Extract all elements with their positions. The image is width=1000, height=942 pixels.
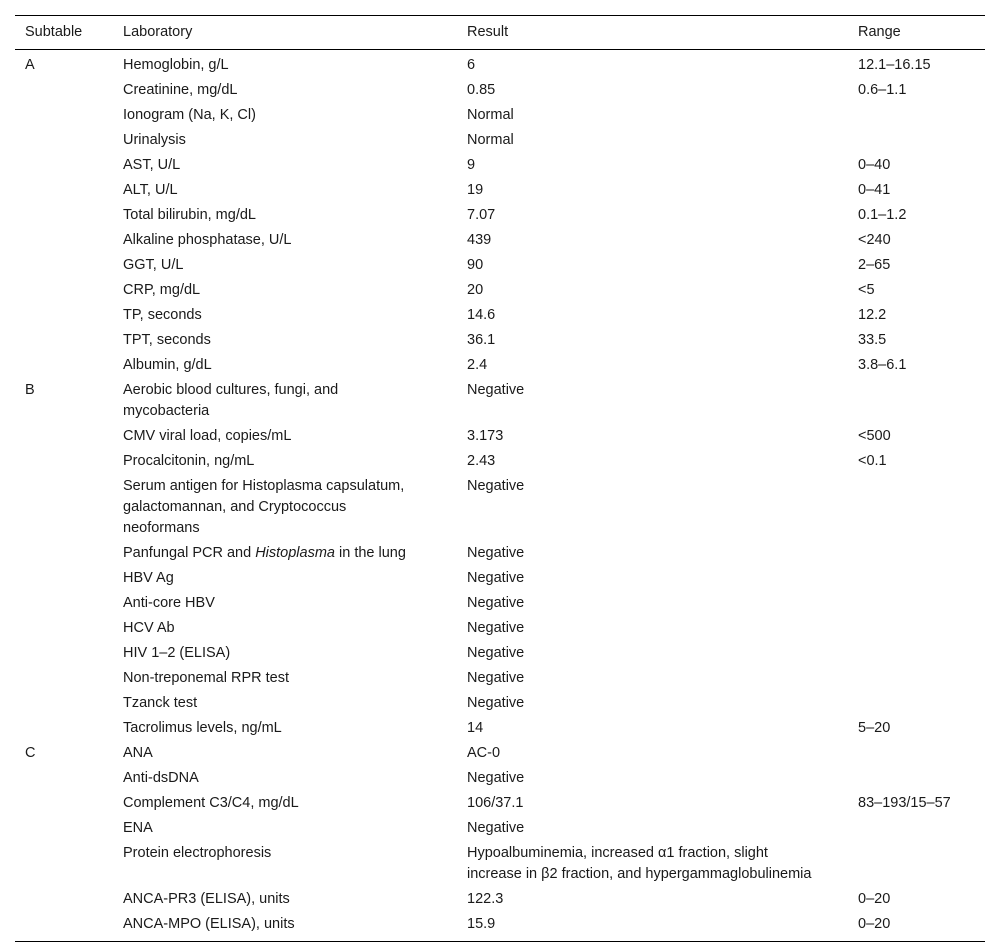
cell-result: Negative <box>467 595 525 611</box>
cell-subtable <box>15 153 113 178</box>
cell-result: Negative <box>467 478 525 494</box>
cell-laboratory: Albumin, g/dL <box>123 357 212 373</box>
cell-result: Normal <box>467 107 514 123</box>
cell-laboratory: CRP, mg/dL <box>123 282 201 298</box>
cell-range: 0.6–1.1 <box>858 82 907 98</box>
cell-result: 9 <box>467 157 476 173</box>
header-laboratory: Laboratory <box>113 16 457 50</box>
table-row <box>15 616 985 641</box>
table-row <box>15 474 985 541</box>
cell-subtable <box>15 328 113 353</box>
cell-range: 0–40 <box>858 157 891 173</box>
cell-subtable <box>15 203 113 228</box>
cell-range: 83–193/15–57 <box>858 795 951 811</box>
table-row <box>15 666 985 691</box>
table-row <box>15 766 985 791</box>
cell-subtable <box>15 303 113 328</box>
cell-range: 2–65 <box>858 257 891 273</box>
table-row <box>15 328 985 353</box>
cell-laboratory: HBV Ag <box>123 570 174 586</box>
table-row <box>15 153 985 178</box>
cell-result: 20 <box>467 282 484 298</box>
cell-range: 12.1–16.15 <box>858 57 931 73</box>
table-row <box>15 378 985 424</box>
cell-range <box>848 591 985 616</box>
cell-laboratory: Protein electrophoresis <box>123 845 272 861</box>
cell-laboratory: Ionogram (Na, K, Cl) <box>123 107 256 123</box>
cell-range <box>848 616 985 641</box>
cell-laboratory: Total bilirubin, mg/dL <box>123 207 256 223</box>
table-row <box>15 566 985 591</box>
table-row <box>15 253 985 278</box>
cell-laboratory: Aerobic blood cultures, fungi, and mycobacteria <box>123 382 339 419</box>
cell-laboratory <box>113 541 457 566</box>
cell-laboratory: Procalcitonin, ng/mL <box>123 453 255 469</box>
cell-range <box>848 691 985 716</box>
cell-laboratory: GGT, U/L <box>123 257 184 273</box>
cell-result: 3.173 <box>467 428 504 444</box>
cell-result: Hypoalbuminemia, increased α1 fraction, slight increase in β2 fraction, and hypergammaglobulinemia <box>467 845 812 882</box>
cell-laboratory: Tzanck test <box>123 695 198 711</box>
cell-laboratory: Tacrolimus levels, ng/mL <box>123 720 282 736</box>
table-row <box>15 741 985 766</box>
cell-subtable <box>15 887 113 912</box>
cell-subtable <box>15 691 113 716</box>
cell-laboratory: Urinalysis <box>123 132 186 148</box>
cell-result: Negative <box>467 645 525 661</box>
cell-range <box>848 541 985 566</box>
cell-range <box>848 641 985 666</box>
cell-result: Negative <box>467 695 525 711</box>
cell-subtable <box>15 666 113 691</box>
cell-range: 33.5 <box>858 332 887 348</box>
cell-range <box>848 666 985 691</box>
cell-range <box>848 474 985 541</box>
table-row <box>15 278 985 303</box>
cell-laboratory: CMV viral load, copies/mL <box>123 428 292 444</box>
header-result: Result <box>457 16 848 50</box>
cell-laboratory: TP, seconds <box>123 307 202 323</box>
cell-range: <240 <box>858 232 891 248</box>
cell-result: 0.85 <box>467 82 496 98</box>
cell-subtable <box>15 178 113 203</box>
table-row <box>15 303 985 328</box>
cell-subtable <box>15 228 113 253</box>
cell-laboratory: ANA <box>123 745 153 761</box>
cell-subtable <box>15 912 113 942</box>
header-range: Range <box>848 16 985 50</box>
cell-subtable <box>15 78 113 103</box>
cell-subtable: A <box>25 57 35 73</box>
table-row <box>15 716 985 741</box>
cell-range <box>848 566 985 591</box>
lab-results-table <box>15 15 985 942</box>
cell-range: 0–41 <box>858 182 891 198</box>
cell-result: Negative <box>467 545 525 561</box>
cell-range: <0.1 <box>858 453 887 469</box>
cell-subtable <box>15 766 113 791</box>
cell-result: AC-0 <box>467 745 501 761</box>
table-row <box>15 816 985 841</box>
table-body <box>15 50 985 942</box>
table-row <box>15 128 985 153</box>
cell-laboratory: Anti-dsDNA <box>123 770 199 786</box>
cell-result: 106/37.1 <box>467 795 524 811</box>
cell-subtable <box>15 591 113 616</box>
cell-subtable <box>15 424 113 449</box>
cell-subtable <box>15 128 113 153</box>
cell-range <box>848 841 985 887</box>
table-row <box>15 841 985 887</box>
table-row <box>15 203 985 228</box>
cell-result: 14.6 <box>467 307 496 323</box>
cell-subtable <box>15 353 113 378</box>
table-row <box>15 353 985 378</box>
laboratory-text: Panfungal PCR and <box>123 545 256 561</box>
cell-laboratory: Anti-core HBV <box>123 595 215 611</box>
cell-laboratory: ALT, U/L <box>123 182 178 198</box>
cell-subtable <box>15 841 113 887</box>
cell-subtable <box>15 278 113 303</box>
cell-range: 3.8–6.1 <box>858 357 907 373</box>
cell-subtable: B <box>25 382 35 398</box>
cell-range <box>848 128 985 153</box>
cell-subtable: C <box>25 745 36 761</box>
table-row <box>15 541 985 566</box>
table-row <box>15 103 985 128</box>
cell-range: 0–20 <box>848 912 985 942</box>
cell-subtable <box>15 449 113 474</box>
cell-laboratory: ENA <box>123 820 153 836</box>
laboratory-text: in the lung <box>334 545 406 561</box>
table-row <box>15 178 985 203</box>
cell-result: 2.4 <box>467 357 488 373</box>
cell-result: 2.43 <box>467 453 496 469</box>
cell-result: 19 <box>467 182 484 198</box>
cell-range <box>848 103 985 128</box>
cell-range: 0–20 <box>858 891 891 907</box>
table-row <box>15 691 985 716</box>
cell-subtable <box>15 616 113 641</box>
cell-subtable <box>15 716 113 741</box>
laboratory-italic-text: Histoplasma <box>255 545 335 561</box>
cell-range: 12.2 <box>858 307 887 323</box>
table-row <box>15 78 985 103</box>
table-row <box>15 424 985 449</box>
table-row <box>15 887 985 912</box>
table-row <box>15 912 985 942</box>
header-row <box>15 16 985 50</box>
cell-subtable <box>15 566 113 591</box>
table-row <box>15 228 985 253</box>
cell-range <box>848 378 985 424</box>
table-row <box>15 791 985 816</box>
cell-laboratory: ANCA-MPO (ELISA), units <box>113 912 457 942</box>
cell-result: Negative <box>467 620 525 636</box>
table-row <box>15 50 985 79</box>
cell-laboratory: Complement C3/C4, mg/dL <box>123 795 299 811</box>
cell-result: Negative <box>467 820 525 836</box>
cell-result: Negative <box>467 770 525 786</box>
cell-result: 15.9 <box>457 912 848 942</box>
table-row <box>15 641 985 666</box>
cell-result: 6 <box>467 57 476 73</box>
cell-range: 0.1–1.2 <box>858 207 907 223</box>
cell-range: 5–20 <box>858 720 891 736</box>
cell-result: 439 <box>467 232 492 248</box>
cell-subtable <box>15 474 113 541</box>
table-row <box>15 449 985 474</box>
lab-results-table-container <box>15 15 985 942</box>
cell-range <box>848 816 985 841</box>
cell-range <box>848 741 985 766</box>
cell-result: Negative <box>467 670 525 686</box>
cell-subtable <box>15 253 113 278</box>
cell-result: Negative <box>467 382 525 398</box>
cell-laboratory: Non-treponemal RPR test <box>123 670 290 686</box>
cell-laboratory: TPT, seconds <box>123 332 211 348</box>
header-subtable: Subtable <box>15 16 113 50</box>
cell-result: 7.07 <box>467 207 496 223</box>
cell-laboratory: ANCA-PR3 (ELISA), units <box>123 891 290 907</box>
cell-laboratory: Hemoglobin, g/L <box>123 57 229 73</box>
cell-range: <5 <box>858 282 875 298</box>
cell-laboratory: Creatinine, mg/dL <box>123 82 238 98</box>
table-header <box>15 16 985 50</box>
cell-subtable <box>15 541 113 566</box>
cell-result: Negative <box>467 570 525 586</box>
cell-result: 122.3 <box>467 891 504 907</box>
cell-range: <500 <box>858 428 891 444</box>
cell-laboratory: HIV 1–2 (ELISA) <box>123 645 231 661</box>
cell-subtable <box>15 103 113 128</box>
cell-laboratory: HCV Ab <box>123 620 175 636</box>
cell-result: 90 <box>467 257 484 273</box>
cell-result: 36.1 <box>467 332 496 348</box>
table-row <box>15 591 985 616</box>
cell-subtable <box>15 641 113 666</box>
cell-laboratory: AST, U/L <box>123 157 181 173</box>
cell-laboratory: Serum antigen for Histoplasma capsulatum, galactomannan, and Cryptococcus neoformans <box>123 478 405 536</box>
cell-result: 14 <box>467 720 484 736</box>
cell-laboratory: Alkaline phosphatase, U/L <box>123 232 292 248</box>
cell-subtable <box>15 791 113 816</box>
cell-result: Normal <box>467 132 514 148</box>
cell-range <box>848 766 985 791</box>
cell-subtable <box>15 816 113 841</box>
